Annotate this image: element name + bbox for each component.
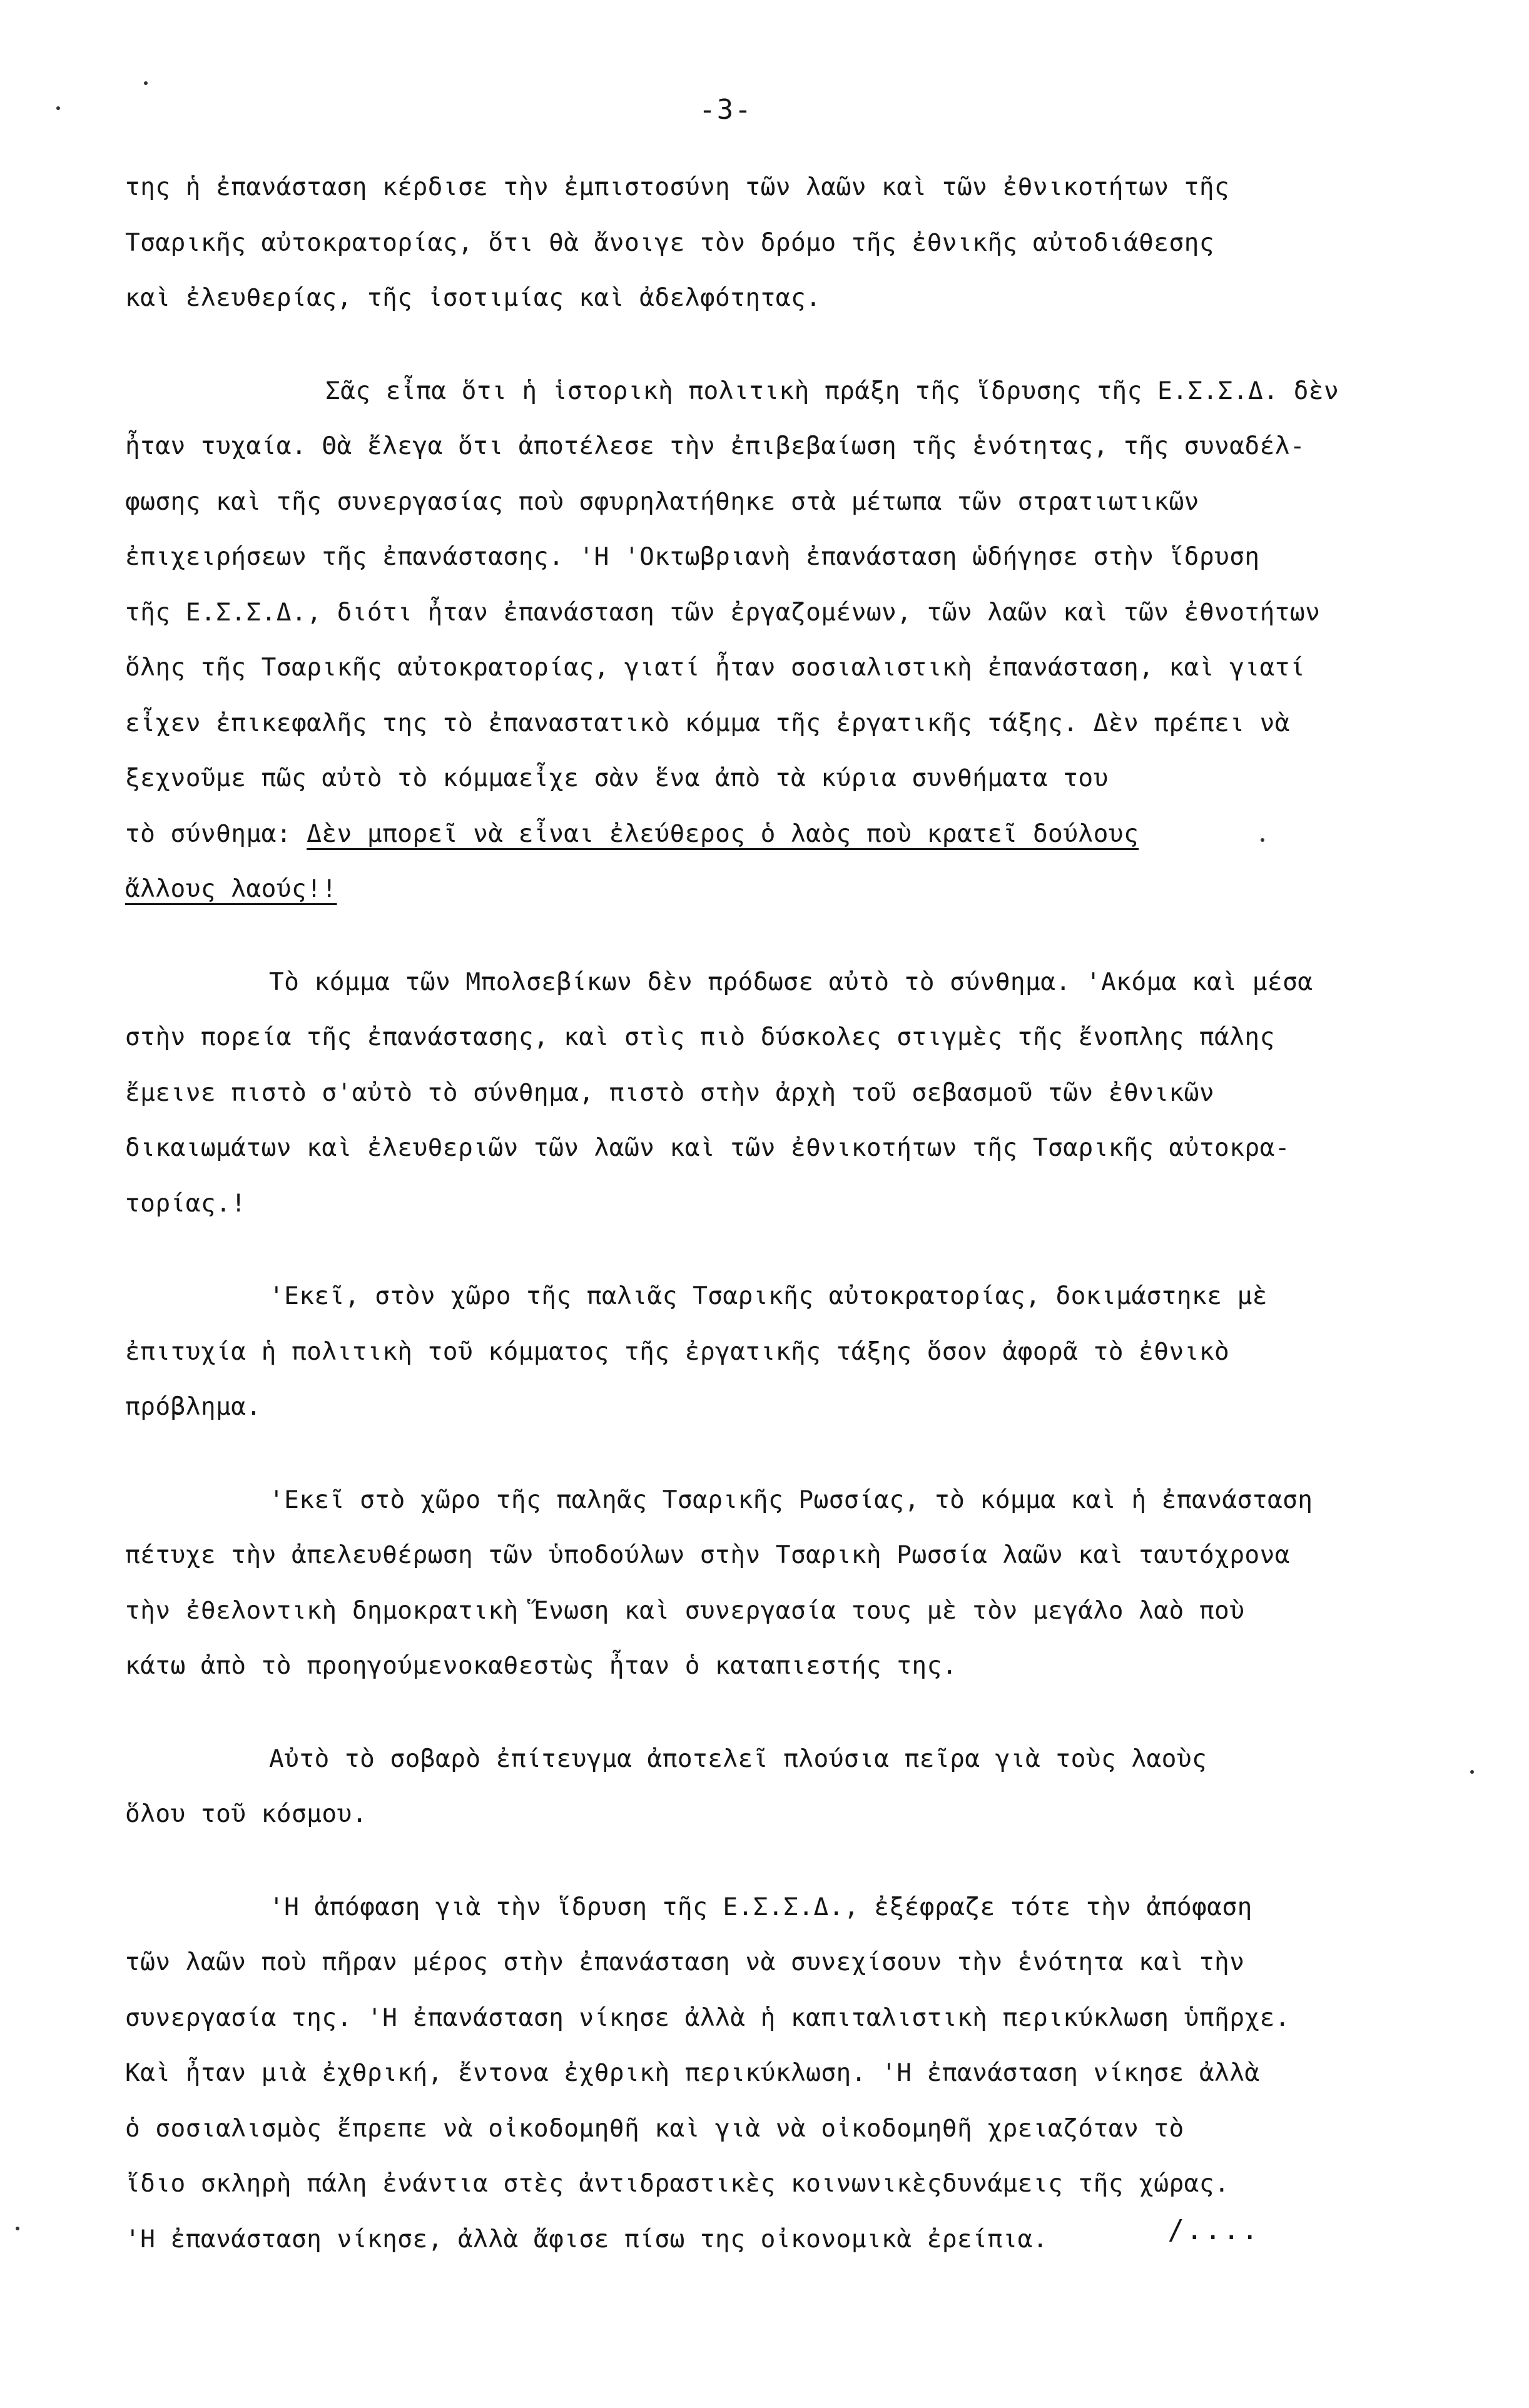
text-line: Τσαρικῆς αὐτοκρατορίας, ὅτι θὰ ἄνοιγε τὸν δρόμο τῆς ἐθνικῆς αὐτοδιάθεσης bbox=[125, 228, 1215, 257]
scan-speck bbox=[1261, 838, 1264, 842]
text-line: ἐπιχειρήσεων τῆς ἐπανάστασης. 'Η 'Οκτωβριανὴ ἐπανάσταση ὡδήγησε στὴν ἵδρυση bbox=[125, 542, 1260, 571]
slogan-underlined: Δὲν μπορεῖ νὰ εἶναι ἐλεύθερος ὁ λαὸς ποὺ κρατεῖ δούλους bbox=[307, 819, 1139, 848]
text-line: τῶν λαῶν ποὺ πῆραν μέρος στὴν ἐπανάσταση νὰ συνεχίσουν τὴν ἑνότητα καὶ τὴν bbox=[125, 1948, 1245, 1976]
text-line: ἦταν τυχαία. Θὰ ἔλεγα ὅτι ἀποτέλεσε τὴν ἐπιβεβαίωση τῆς ἑνότητας, τῆς συναδέλ- bbox=[125, 432, 1306, 460]
text-line: κάτω ἀπὸ τὸ προηγούμενοκαθεστὼς ἦταν ὁ καταπιεστής της. bbox=[125, 1651, 957, 1680]
text-line: ὅλου τοῦ κόσμου. bbox=[125, 1799, 367, 1828]
slogan-underlined-end: ἄλλους λαούς!! bbox=[125, 874, 337, 903]
text-line: 'Εκεῖ, στὸν χῶρο τῆς παλιᾶς Τσαρικῆς αὐτοκρατορίας, δοκιμάστηκε μὲ bbox=[269, 1282, 1267, 1310]
text-line: Αὐτὸ τὸ σοβαρὸ ἐπίτευγμα ἀποτελεῖ πλούσια πεῖρα γιὰ τοὺς λαοὺς bbox=[269, 1744, 1207, 1773]
slogan-prefix: τὸ σύνθημα: bbox=[125, 819, 292, 848]
text-line: 'Εκεῖ στὸ χῶρο τῆς παληᾶς Τσαρικῆς Ρωσσίας, τὸ κόμμα καὶ ἡ ἐπανάσταση bbox=[269, 1485, 1313, 1514]
paragraph-6 bbox=[125, 1731, 1414, 1842]
paragraph-2 bbox=[125, 363, 1414, 917]
text-line: Σᾶς εἶπα ὅτι ἡ ἱστορικὴ πολιτικὴ πράξη τῆς ἵδρυσης τῆς Ε.Σ.Σ.Δ. δὲν bbox=[325, 376, 1339, 405]
text-line: Καὶ ἦταν μιὰ ἐχθρική, ἔντονα ἐχθρικὴ περικύκλωση. 'Η ἐπανάσταση νίκησε ἀλλὰ bbox=[125, 2058, 1260, 2087]
text-line: εἶχεν ἐπικεφαλῆς της τὸ ἐπαναστατικὸ κόμμα τῆς ἐργατικῆς τάξης. Δὲν πρέπει νὰ bbox=[125, 708, 1290, 737]
text-line: Τὸ κόμμα τῶν Μπολσεβίκων δὲν πρόδωσε αὐτὸ τὸ σύνθημα. 'Ακόμα καὶ μέσα bbox=[269, 967, 1313, 996]
scan-speck bbox=[56, 106, 60, 110]
text-line: ἴδιο σκληρὴ πάλη ἐνάντια στὲς ἀντιδραστικὲς κοινωνικὲςδυνάμεις τῆς χώρας. bbox=[125, 2169, 1230, 2198]
text-line: δικαιωμάτων καὶ ἐλευθεριῶν τῶν λαῶν καὶ τῶν ἐθνικοτήτων τῆς Τσαρικῆς αὐτοκρα- bbox=[125, 1133, 1290, 1162]
text-line: φωσης καὶ τῆς συνεργασίας ποὺ σφυρηλατήθηκε στὰ μέτωπα τῶν στρατιωτικῶν bbox=[125, 487, 1199, 516]
paragraph-3 bbox=[125, 954, 1414, 1232]
text-line: πρόβλημα. bbox=[125, 1392, 262, 1421]
slogan-line bbox=[125, 806, 1414, 862]
text-line: ὁ σοσιαλισμὸς ἔπρεπε νὰ οἰκοδομηθῆ καὶ γιὰ νὰ οἰκοδομηθῆ χρειαζόταν τὸ bbox=[125, 2113, 1184, 2143]
text-line: τῆς Ε.Σ.Σ.Δ., διότι ἦταν ἐπανάσταση τῶν ἐργαζομένων, τῶν λαῶν καὶ τῶν ἐθνοτήτων bbox=[125, 597, 1321, 627]
text-line: 'Η ἀπόφαση γιὰ τὴν ἵδρυση τῆς Ε.Σ.Σ.Δ., ἐξέφραζε τότε τὴν ἀπόφαση bbox=[269, 1892, 1252, 1921]
text-line: καὶ ἐλευθερίας, τῆς ἰσοτιμίας καὶ ἀδελφότητας. bbox=[125, 283, 821, 312]
paragraph-5 bbox=[125, 1472, 1414, 1694]
paragraph-1 bbox=[125, 159, 1414, 326]
continued-mark: /.... bbox=[1167, 2214, 1260, 2246]
text-line: πέτυχε τὴν ἀπελευθέρωση τῶν ὑποδούλων στὴν Τσαρικὴ Ρωσσία λαῶν καὶ ταυτόχρονα bbox=[125, 1540, 1290, 1569]
text-line: συνεργασία της. 'Η ἐπανάσταση νίκησε ἀλλὰ ἡ καπιταλιστικὴ περικύκλωση ὑπῆρχε. bbox=[125, 2003, 1290, 2032]
paragraph-7 bbox=[125, 1879, 1414, 2267]
scan-speck bbox=[144, 81, 148, 85]
text-line: ξεχνοῦμε πῶς αὐτὸ τὸ κόμμαεἶχε σὰν ἕνα ἀπὸ τὰ κύρια συνθήματα του bbox=[125, 764, 1109, 792]
text-line: ὅλης τῆς Τσαρικῆς αὐτοκρατορίας, γιατί ἦταν σοσιαλιστικὴ ἐπανάσταση, καὶ γιατί bbox=[125, 653, 1306, 682]
text-line: τὴν ἐθελοντικὴ δημοκρατικὴ Ἕνωση καὶ συνεργασία τους μὲ τὸν μεγάλο λαὸ ποὺ bbox=[125, 1596, 1245, 1625]
scan-speck bbox=[1470, 1770, 1474, 1774]
scan-speck bbox=[16, 2227, 19, 2230]
text-line: 'Η ἐπανάσταση νίκησε, ἀλλὰ ἄφισε πίσω της οἰκονομικὰ ἐρείπια. bbox=[125, 2224, 1049, 2254]
slogan-line bbox=[125, 861, 1414, 917]
text-line: τορίας.! bbox=[125, 1188, 246, 1218]
page-number: -3- bbox=[699, 94, 753, 126]
paragraph-4 bbox=[125, 1268, 1414, 1435]
text-line: ἔμεινε πιστὸ σ'αὐτὸ τὸ σύνθημα, πιστὸ στὴν ἀρχὴ τοῦ σεβασμοῦ τῶν ἐθνικῶν bbox=[125, 1078, 1215, 1107]
text-line: ἐπιτυχία ἡ πολιτικὴ τοῦ κόμματος τῆς ἐργατικῆς τάξης ὅσον ἀφορᾶ τὸ ἐθνικὸ bbox=[125, 1337, 1230, 1366]
text-line: της ἡ ἐπανάσταση κέρδισε τὴν ἐμπιστοσύνη τῶν λαῶν καὶ τῶν ἐθνικοτήτων τῆς bbox=[125, 173, 1230, 201]
text-line: στὴν πορεία τῆς ἐπανάστασης, καὶ στὶς πιὸ δύσκολες στιγμὲς τῆς ἔνοπλης πάλης bbox=[125, 1023, 1275, 1051]
document-body bbox=[125, 159, 1414, 2267]
